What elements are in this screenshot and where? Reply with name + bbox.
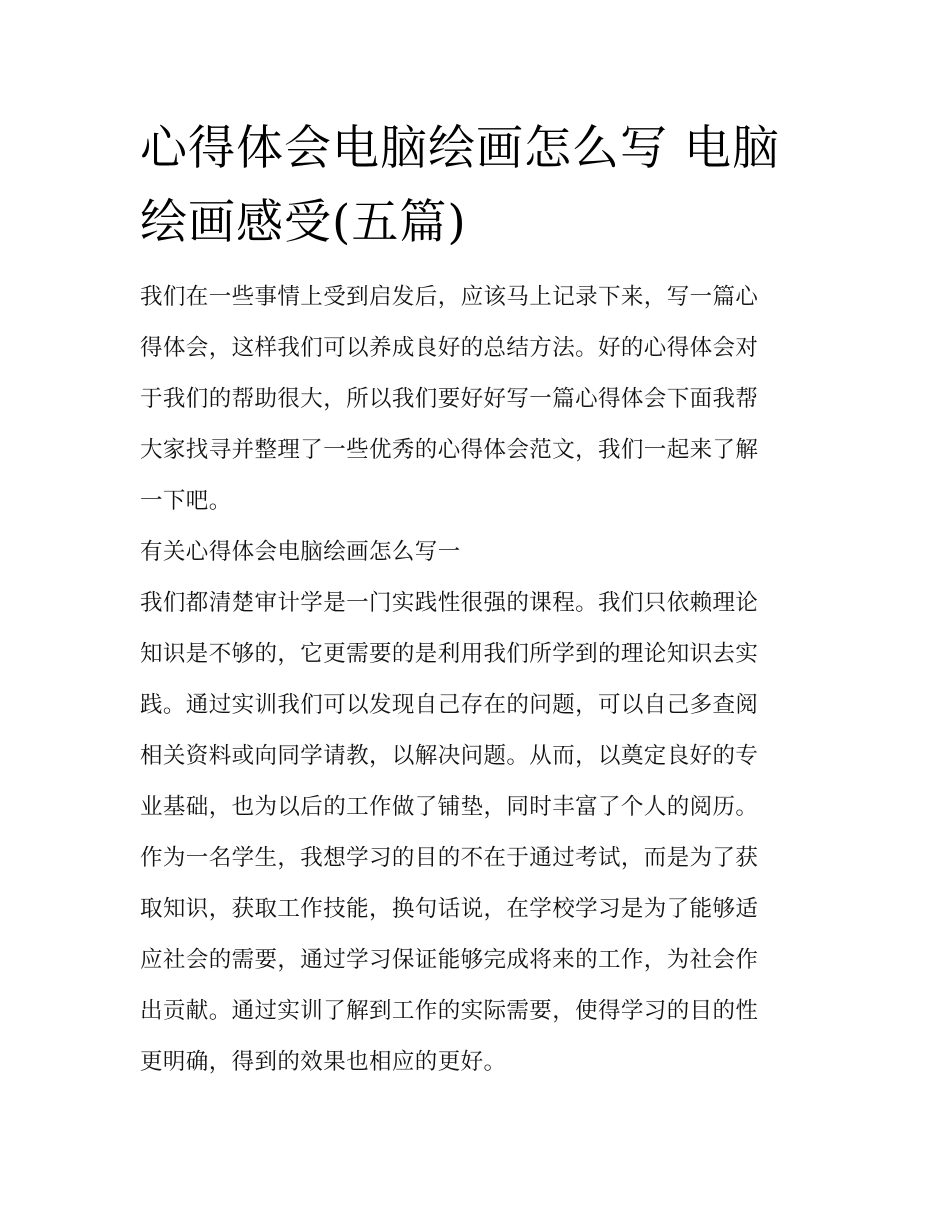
body-paragraph-line: 更明确，得到的效果也相应的更好。 — [140, 1049, 507, 1075]
body-paragraph-line: 作为一名学生，我想学习的目的不在于通过考试，而是为了获 — [140, 845, 759, 871]
body-paragraph-line: 取知识，获取工作技能，换句话说，在学校学习是为了能够适 — [140, 896, 759, 922]
intro-paragraph-line: 于我们的帮助很大，所以我们要好好写一篇心得体会下面我帮 — [140, 386, 759, 412]
document-page — [140, 112, 812, 1088]
body-paragraph-line: 出贡献。通过实训了解到工作的实际需要，使得学习的目的性 — [140, 998, 759, 1024]
intro-paragraph-line: 一下吧。 — [140, 488, 232, 514]
body-paragraph-line: 践。通过实训我们可以发现自己存在的问题，可以自己多查阅 — [140, 692, 759, 718]
intro-paragraph-line: 大家找寻并整理了一些优秀的心得体会范文，我们一起来了解 — [140, 437, 759, 463]
section-heading: 有关心得体会电脑绘画怎么写一 — [140, 539, 461, 565]
title-line: 绘画感受(五篇) — [140, 195, 467, 250]
intro-paragraph-line: 我们在一些事情上受到启发后，应该马上记录下来，写一篇心 — [140, 284, 759, 310]
body-paragraph-line: 应社会的需要，通过学习保证能够完成将来的工作，为社会作 — [140, 947, 759, 973]
body-paragraph-line: 相关资料或向同学请教，以解决问题。从而，以奠定良好的专 — [140, 743, 759, 769]
document-title — [140, 112, 812, 260]
document-body — [140, 272, 812, 1088]
body-paragraph-line: 业基础，也为以后的工作做了铺垫，同时丰富了个人的阅历。 — [140, 794, 759, 820]
intro-paragraph-line: 得体会，这样我们可以养成良好的总结方法。好的心得体会对 — [140, 335, 759, 361]
body-paragraph-line: 知识是不够的，它更需要的是利用我们所学到的理论知识去实 — [140, 641, 759, 667]
body-paragraph-line: 我们都清楚审计学是一门实践性很强的课程。我们只依赖理论 — [140, 590, 759, 616]
title-line: 心得体会电脑绘画怎么写 电脑 — [140, 121, 780, 176]
